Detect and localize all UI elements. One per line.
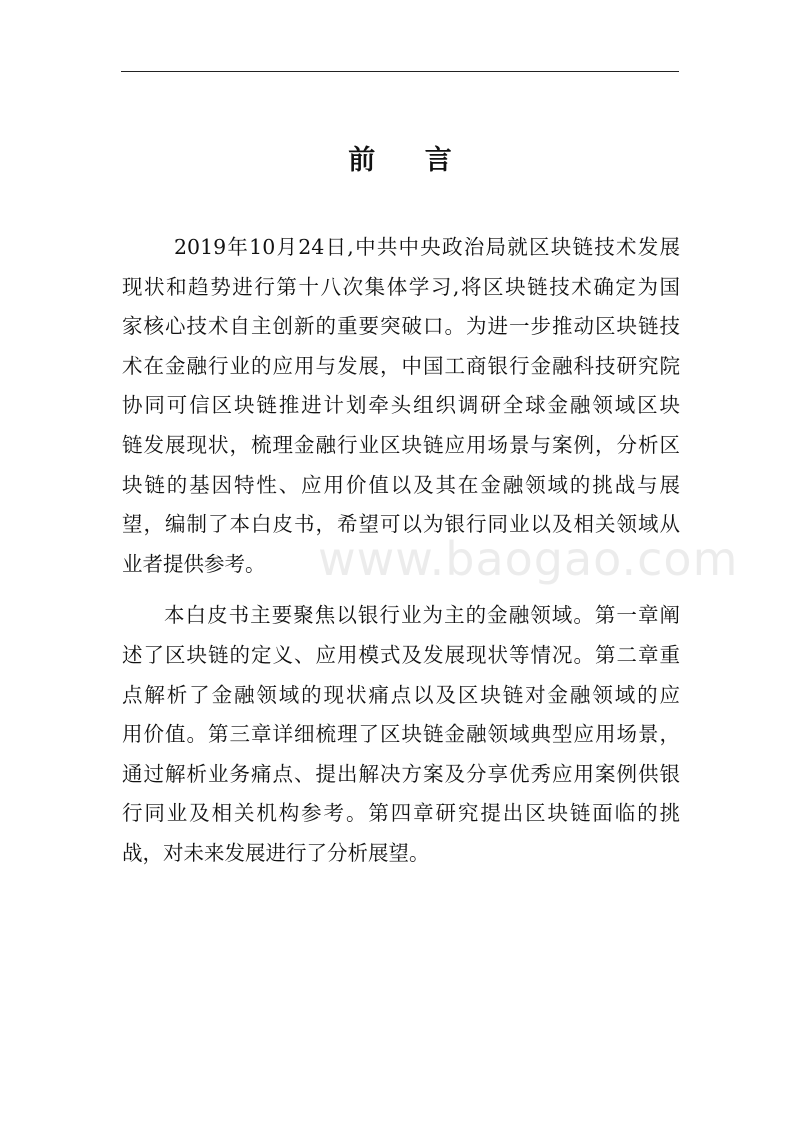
header-rule bbox=[121, 71, 679, 72]
text-line: 家核心技术自主创新的重要突破口。为进一步推动区块链技 bbox=[122, 314, 680, 339]
page-title: 前 言 bbox=[348, 145, 472, 176]
text-line: 术在金融行业的应用与发展，中国工商银行金融科技研究院 bbox=[122, 353, 680, 378]
paragraph-1 bbox=[122, 228, 680, 584]
text-line: 点解析了金融领域的现状痛点以及区块链对金融领域的应 bbox=[122, 682, 680, 707]
text-line: 通过解析业务痛点、提出解决方案及分享优秀应用案例供银 bbox=[122, 761, 680, 786]
watermark: www.baogao.com bbox=[318, 532, 739, 586]
text-line: 战，对未来发展进行了分析展望。 bbox=[122, 840, 430, 865]
text-line: 现状和趋势进行第十八次集体学习,将区块链技术确定为国 bbox=[122, 274, 680, 299]
text-line: 协同可信区块链推进计划牵头组织调研全球金融领域区块 bbox=[122, 393, 680, 418]
text-line: 业者提供参考。 bbox=[122, 551, 266, 576]
paragraph-2 bbox=[122, 596, 680, 873]
text-line: 本白皮书主要聚焦以银行业为主的金融领域。第一章阐 bbox=[164, 603, 680, 628]
text-line: 链发展现状，梳理金融行业区块链应用场景与案例，分析区 bbox=[122, 432, 680, 457]
text-line: 行同业及相关机构参考。第四章研究提出区块链面临的挑 bbox=[122, 801, 680, 826]
text-line: 2019年10月24日,中共中央政治局就区块链技术发展 bbox=[174, 235, 680, 259]
body-text bbox=[122, 228, 680, 874]
text-line: 用价值。第三章详细梳理了区块链金融领域典型应用场景， bbox=[122, 722, 680, 747]
text-line: 述了区块链的定义、应用模式及发展现状等情况。第二章重 bbox=[122, 642, 680, 667]
text-line: 望，编制了本白皮书，希望可以为银行同业以及相关领域从 bbox=[122, 512, 680, 537]
text-line: 块链的基因特性、应用价值以及其在金融领域的挑战与展 bbox=[122, 472, 680, 497]
